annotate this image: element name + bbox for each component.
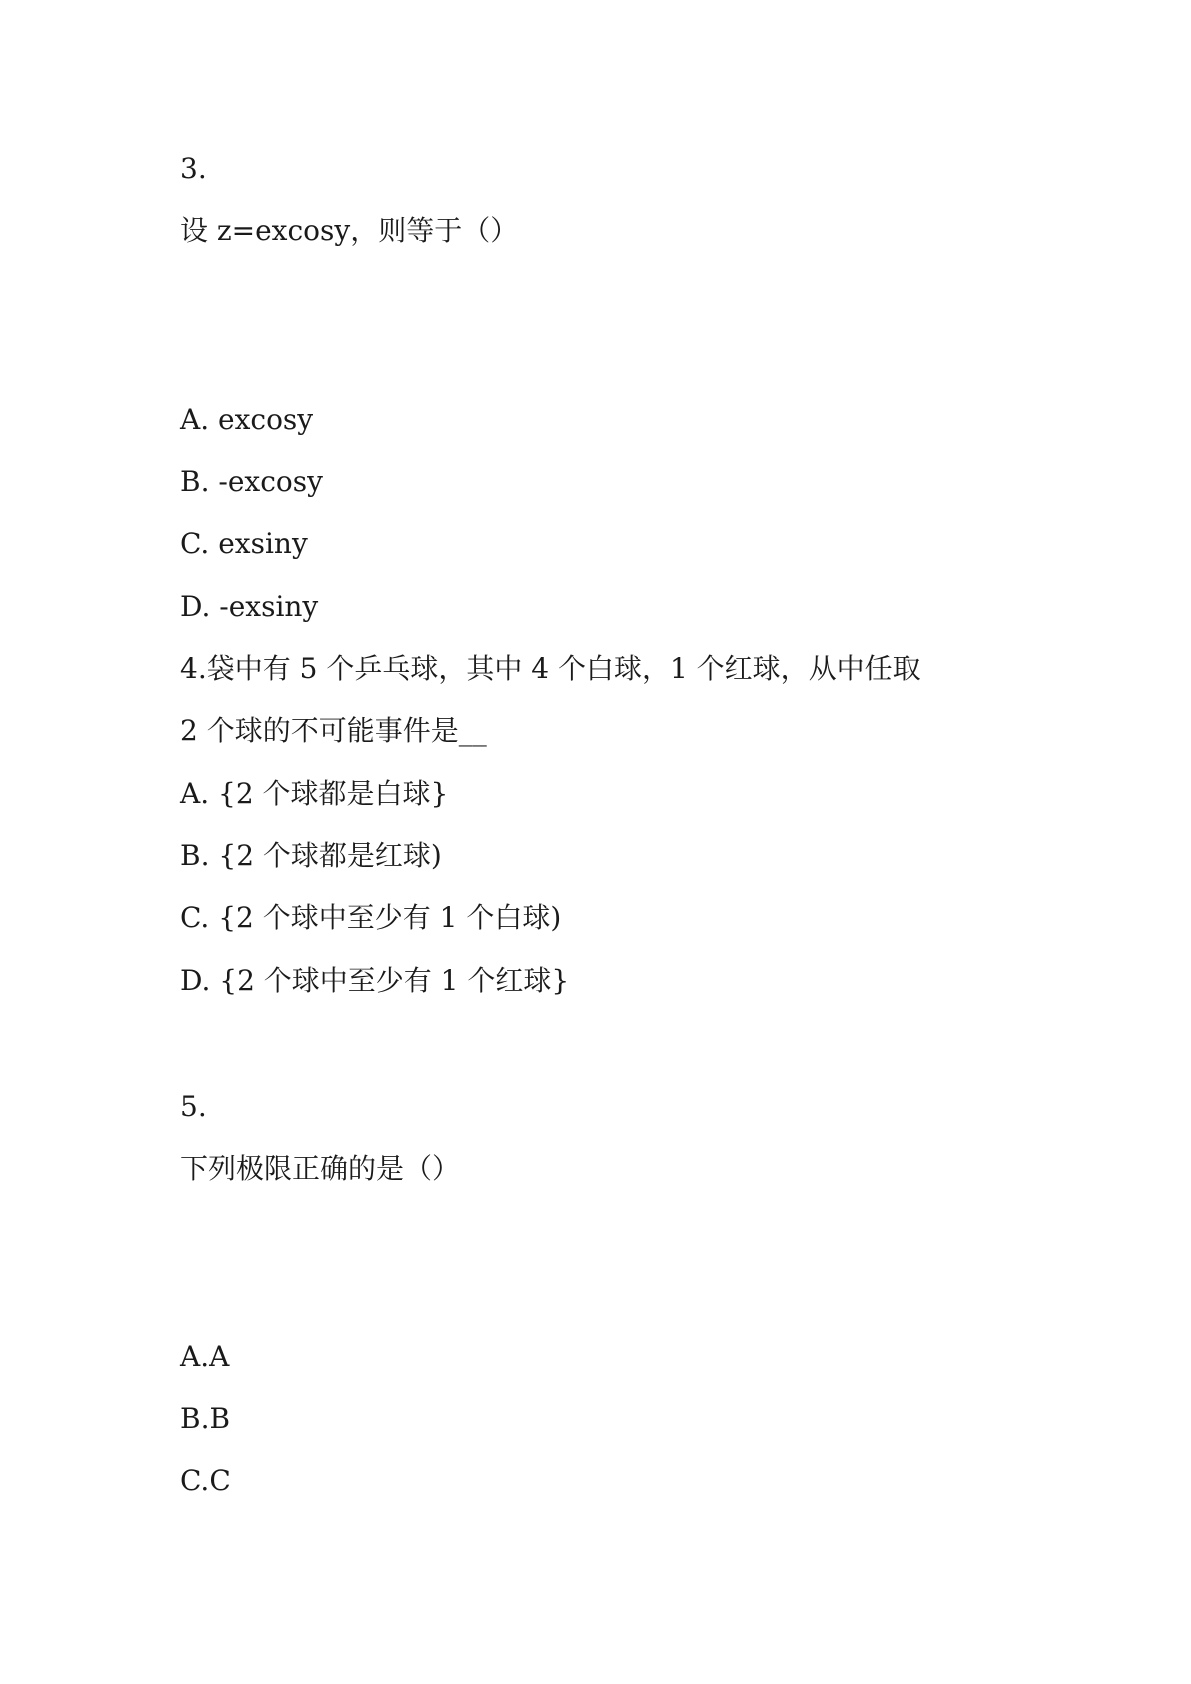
question-3-option-b: B. -excosy	[180, 465, 323, 498]
question-4-stem-line2: 2 个球的不可能事件是__	[180, 714, 487, 747]
question-3-option-c: C. exsiny	[180, 527, 308, 560]
question-3-option-a: A. excosy	[180, 403, 314, 436]
question-4-option-b: B. {2 个球都是红球)	[180, 839, 442, 872]
question-3-option-d: D. -exsiny	[180, 590, 319, 623]
question-5-option-c: C.C	[180, 1464, 231, 1497]
question-5-option-b: B.B	[180, 1402, 231, 1435]
question-3-number: 3.	[180, 152, 207, 185]
question-4-option-c: C. {2 个球中至少有 1 个白球)	[180, 901, 562, 934]
question-5-number: 5.	[180, 1090, 207, 1123]
question-4-option-d: D. {2 个球中至少有 1 个红球}	[180, 964, 570, 997]
question-3-stem: 设 z=excosy，则等于（）	[180, 214, 519, 247]
question-4-option-a: A. {2 个球都是白球}	[180, 777, 449, 810]
question-4-stem-line1: 4.袋中有 5 个乒乓球，其中 4 个白球，1 个红球，从中任取	[180, 652, 921, 685]
question-5-option-a: A.A	[180, 1340, 230, 1373]
question-5-stem: 下列极限正确的是（）	[180, 1152, 461, 1185]
